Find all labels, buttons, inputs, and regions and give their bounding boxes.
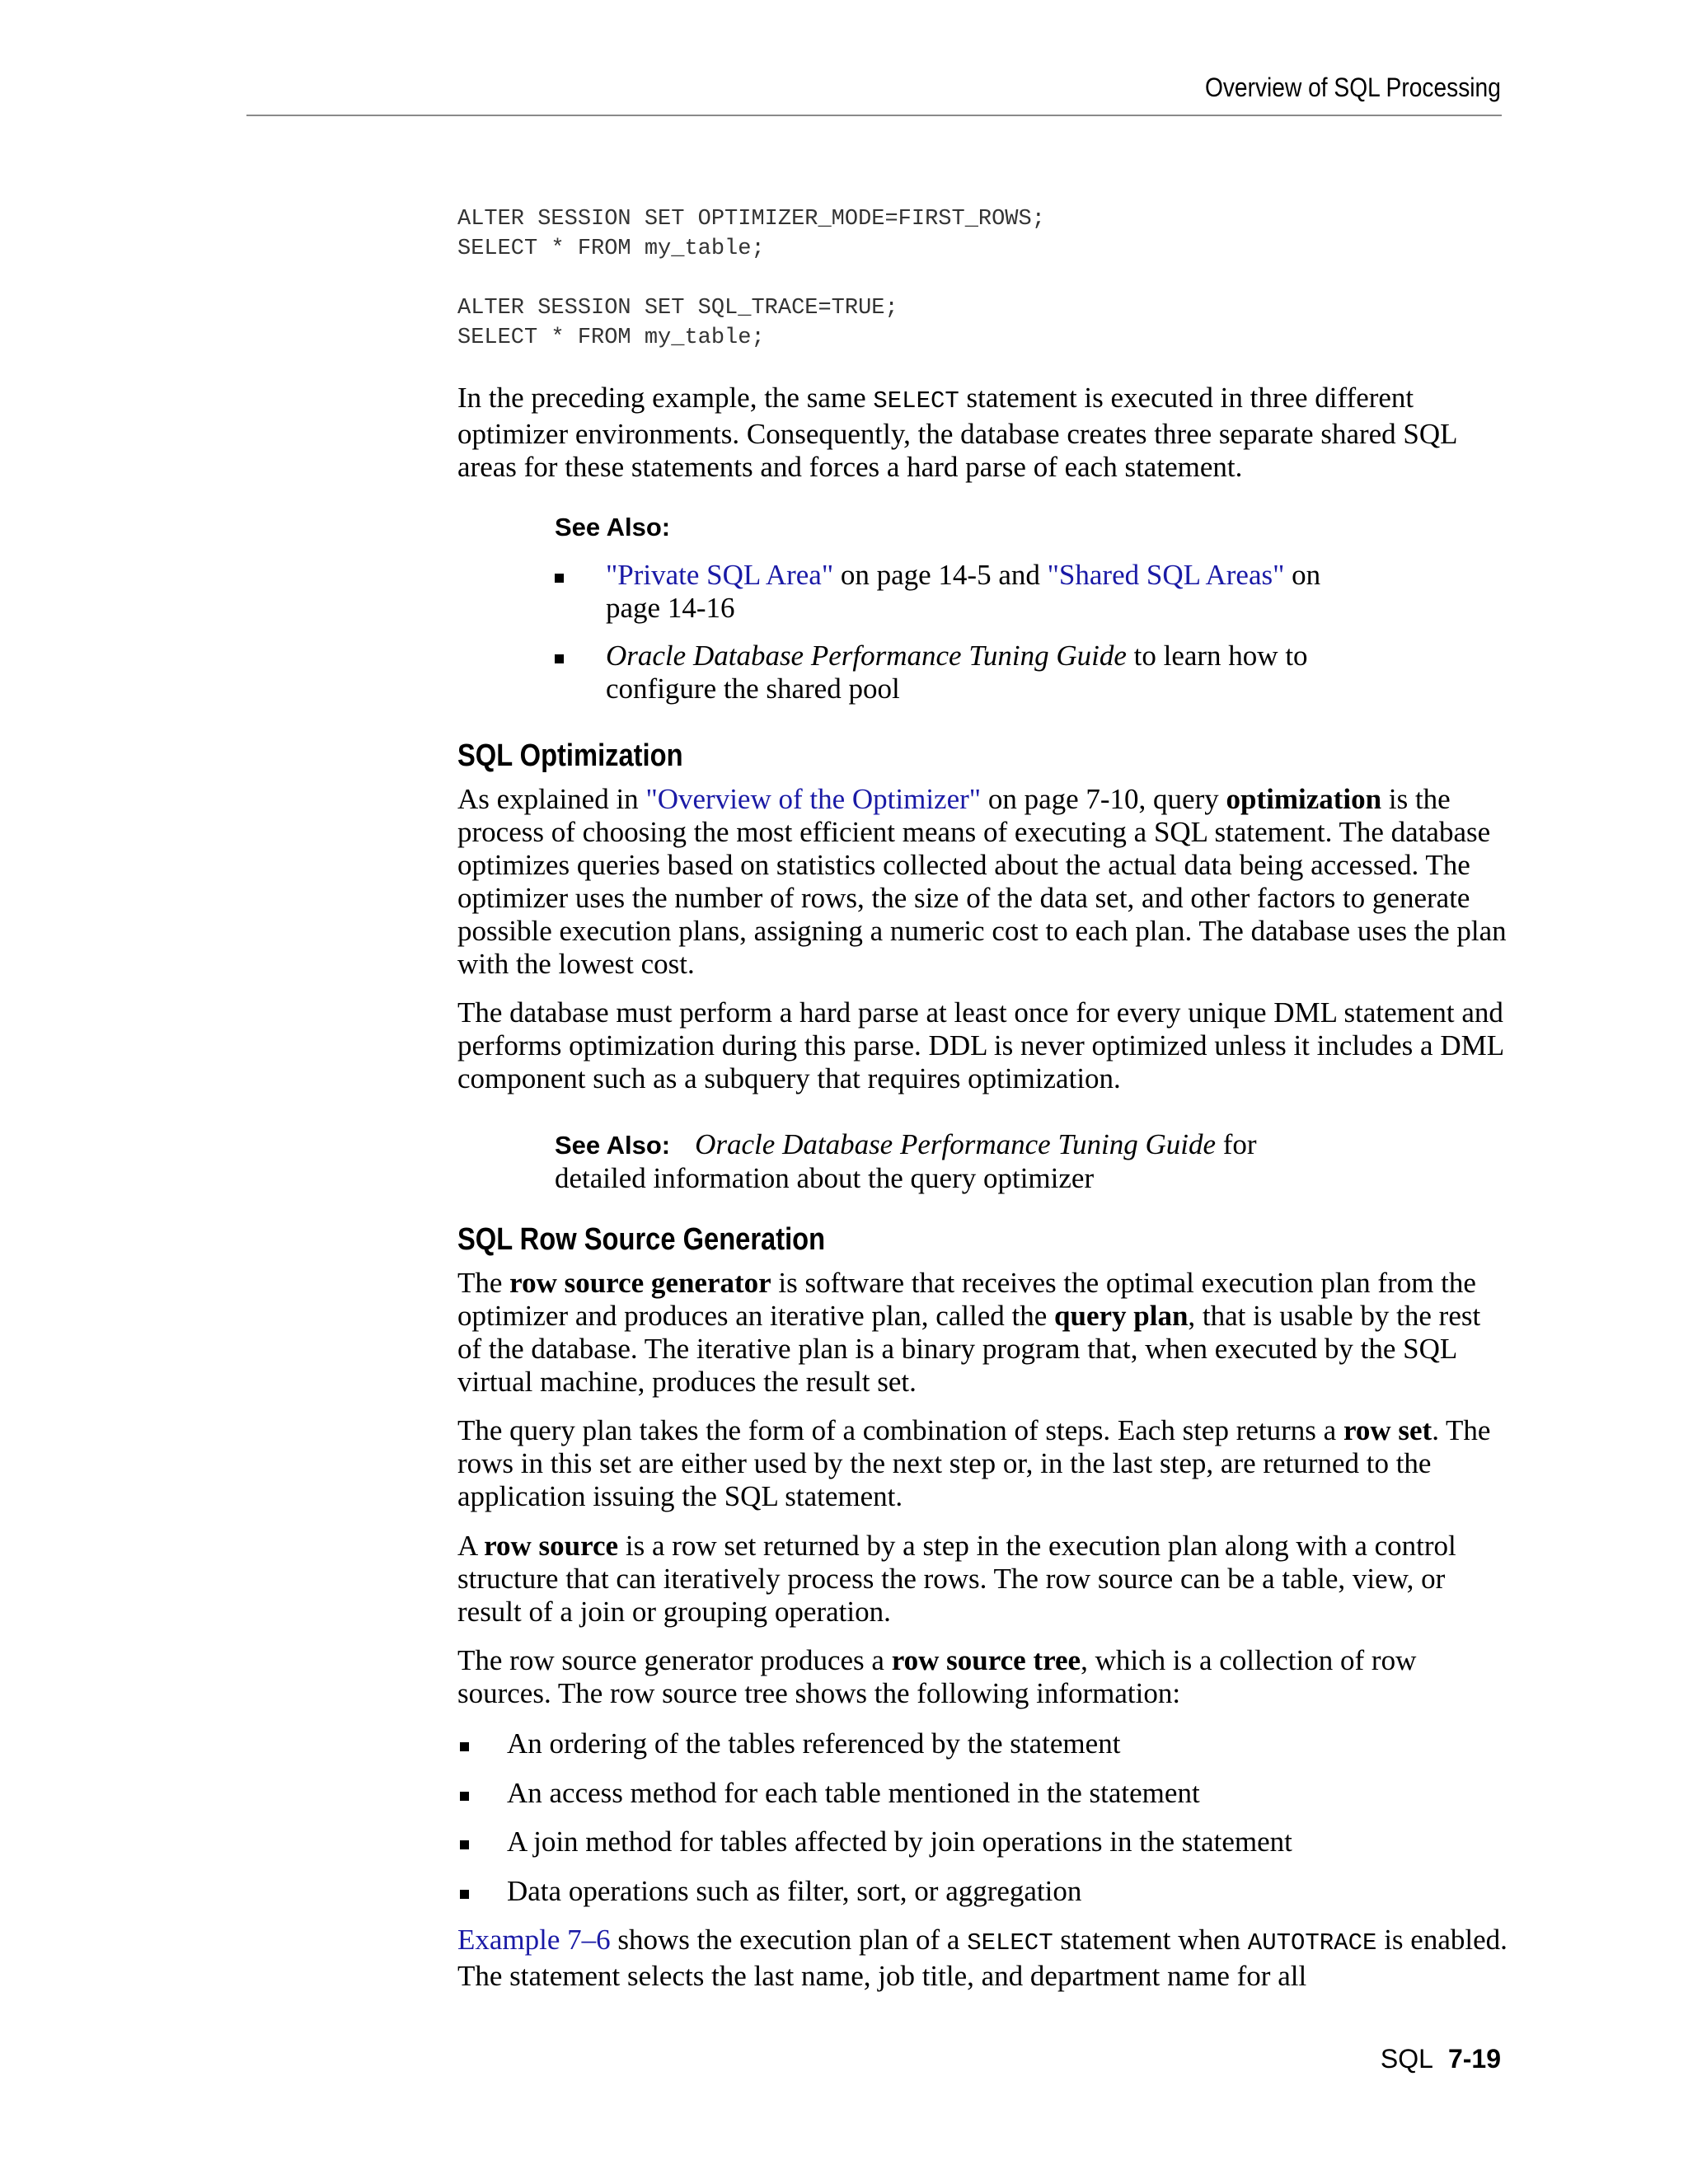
bullet-marker [460, 1742, 469, 1751]
code-line: ALTER SESSION SET OPTIMIZER_MODE=FIRST_ROWS; [457, 207, 1045, 232]
link-shared-sql-areas[interactable]: "Shared SQL Areas" [1047, 559, 1285, 591]
see-also-list [555, 559, 1362, 705]
running-header: Overview of SQL Processing [1205, 73, 1501, 102]
paragraph-optimization-2: The database must perform a hard parse at least once for every unique DML statement and performs optimization during this parse. DDL is never optimized unless it includes a DML component such as a subquery that requires optimization. [457, 996, 1503, 1094]
code-line: SELECT * FROM my_table; [457, 326, 765, 350]
code-blank-line [457, 264, 1045, 293]
page-number: 7-19 [1447, 2044, 1501, 2074]
bullet-marker [555, 654, 564, 663]
heading-sql-row-source-generation: SQL Row Source Generation [457, 1222, 826, 1257]
page-footer [1381, 2044, 1501, 2074]
bullet-marker [460, 1840, 469, 1849]
list-item: A join method for tables affected by join operations in the statement [457, 1825, 1512, 1875]
list-item: "Private SQL Area" on page 14-5 and "Shared SQL Areas" on page 14-16 [555, 559, 1362, 625]
bullet-marker [460, 1890, 469, 1899]
paragraph-rowsource-2: The query plan takes the form of a combination of steps. Each step returns a row set. The rows in this set are either used by the next step or, in the last step, are returned to the application issuing the SQL statement. [457, 1414, 1491, 1512]
list-item: Data operations such as filter, sort, or aggregation [457, 1875, 1512, 1908]
bullet-marker [460, 1792, 469, 1801]
link-overview-of-optimizer[interactable]: "Overview of the Optimizer" [645, 783, 982, 815]
link-example-7-6[interactable]: Example 7–6 [457, 1924, 611, 1956]
list-item: Oracle Database Performance Tuning Guide to learn how to configure the shared pool [555, 640, 1362, 705]
row-source-tree-list [457, 1727, 1512, 1908]
footer-section: SQL [1380, 2044, 1433, 2074]
list-item: An access method for each table mentioned in the statement [457, 1777, 1512, 1825]
heading-sql-optimization: SQL Optimization [457, 738, 683, 773]
paragraph-rowsource-4: The row source generator produces a row source tree, which is a collection of row sources. The row source tree shows the following information: [457, 1644, 1417, 1709]
see-also-label: See Also: [555, 513, 671, 541]
paragraph-example-7-6: Example 7–6 shows the execution plan of a SELECT statement when AUTOTRACE is enabled. The statement selects the last name, job title, and department name for all [457, 1924, 1507, 1992]
bullet-marker [555, 574, 564, 583]
code-block [457, 204, 1045, 353]
list-item: An ordering of the tables referenced by the statement [457, 1727, 1512, 1777]
paragraph-rowsource-3: A row source is a row set returned by a step in the execution plan along with a control structure that can iteratively process the rows. The row source can be a table, view, or result of a join or grouping operation. [457, 1530, 1456, 1628]
code-line: ALTER SESSION SET SQL_TRACE=TRUE; [457, 296, 898, 321]
paragraph-preceding-example: In the preceding example, the same SELECT statement is executed in three different optimizer environments. Consequently, the database creates three separate shared SQL areas for these statements and forces a hard parse of each statement. [457, 382, 1457, 483]
paragraph-optimization-1: As explained in "Overview of the Optimizer" on page 7-10, query optimization is the process of choosing the most efficient means of executing a SQL statement. The database optimizes queries based on statistics collected about the actual data being accessed. The optimizer uses the number of rows, the size of the data set, and other factors to generate possible execution plans, assigning a numeric cost to each plan. The database uses the plan with the lowest cost. [457, 783, 1507, 980]
code-line: SELECT * FROM my_table; [457, 237, 765, 261]
see-also-optimizer: See Also: Oracle Database Performance Tuning Guide for detailed information about the query optimizer [555, 1128, 1257, 1194]
link-private-sql-area[interactable]: "Private SQL Area" [606, 559, 834, 591]
paragraph-rowsource-1: The row source generator is software that receives the optimal execution plan from the optimizer and produces an iterative plan, called the query plan, that is usable by the rest of the database. The iterative plan is a binary program that, when executed by the SQL virtual machine, produces the result set. [457, 1267, 1481, 1398]
header-rule [246, 115, 1502, 116]
